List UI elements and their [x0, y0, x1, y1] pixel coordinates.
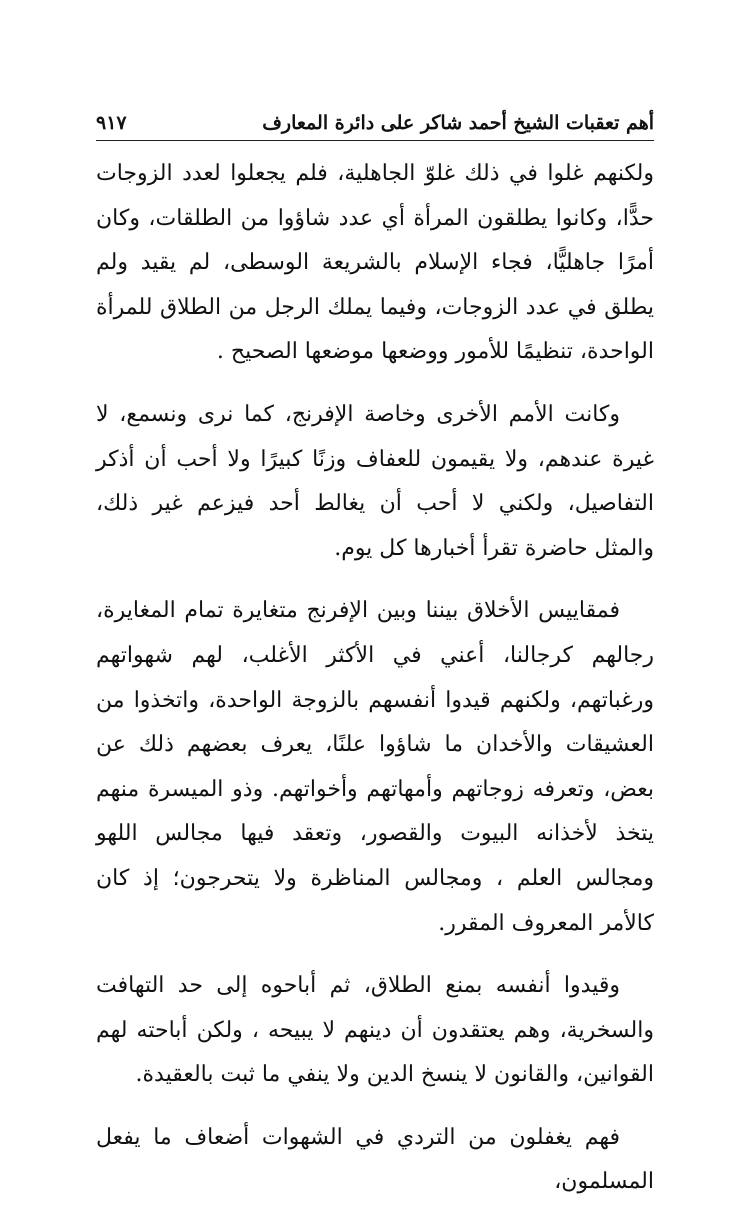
page-number: ٩١٧: [96, 112, 127, 134]
paragraph-2: وكانت الأمم الأخرى وخاصة الإفرنج، كما نرى ونسمع، لا غيرة عندهم، ولا يقيمون للعفاف وزنًا كبيرًا ولا أحب أن أذكر التفاصيل، ولكني لا أحب أن يغالط أحد فيزعم غير ذلك، والمثل حاضرة تقرأ أخبارها كل يوم.: [96, 401, 654, 561]
header-title: أهم تعقبات الشيخ أحمد شاكر على دائرة المعارف: [262, 112, 654, 134]
paragraph-5: فهم يغفلون من التردي في الشهوات أضعاف ما يفعل المسلمون،: [96, 1124, 654, 1195]
header-divider: [96, 140, 654, 141]
paragraph-4: وقيدوا أنفسه بمنع الطلاق، ثم أباحوه إلى حد التهافت والسخرية، وهم يعتقدون أن دينهم لا يبيحه ، ولكن أباحته لهم القوانين، والقانون لا ينسخ الدين ولا ينفي ما ثبت بالعقيدة.: [96, 973, 654, 1088]
running-header: [96, 98, 654, 134]
paragraph-3: فمقاييس الأخلاق بيننا وبين الإفرنج متغايرة تمام المغايرة، رجالهم كرجالنا، أعني في الأكثر الأغلب، لهم شهواتهم ورغباتهم، ولكنهم قيدوا أنفسهم بالزوجة الواحدة، واتخذوا من العشيقات والأخدان ما شاؤوا علنًا، يعرف بعضهم ذلك عن بعض، وتعرفه زوجاتهم وأمهاتهم وأخواتهم. وذو الميسرة منهم يتخذ لأخذانه البيوت والقصور، وتعقد فيها مجالس اللهو ومجالس العلم ، ومجالس المناظرة ولا يتحرجون؛ إذ كان كالأمر المعروف المقرر.: [96, 598, 654, 936]
paragraph-1: ولكنهم غلوا في ذلك غلوّ الجاهلية، فلم يجعلوا لعدد الزوجات حدًّا، وكانوا يطلقون المرأة أي عدد شاؤوا من الطلقات، وكان أمرًا جاهليًّا، فجاء الإسلام بالشريعة الوسطى، لم يقيد ولم يطلق في عدد الزوجات، وفيما يملك الرجل من الطلاق للمرأة الواحدة، تنظيمًا للأمور ووضعها موضعها الصحيح .: [96, 161, 654, 365]
body-text: [96, 152, 654, 1205]
